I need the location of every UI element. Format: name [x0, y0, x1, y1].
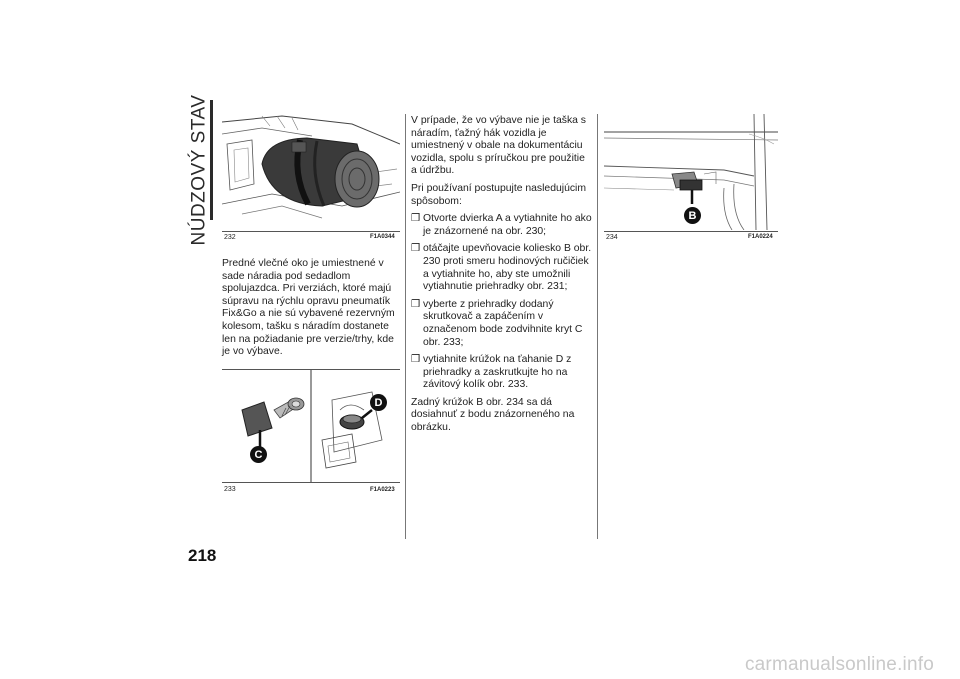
figure-233-number: 233 — [224, 486, 236, 493]
middle-text — [411, 115, 593, 440]
callout-b-badge — [684, 207, 701, 224]
column-divider-1 — [405, 114, 406, 539]
page-number: 218 — [188, 546, 217, 565]
checkbox-icon: ❒ — [411, 213, 421, 225]
section-title-bar — [210, 100, 213, 220]
figure-233-illustration — [222, 370, 400, 482]
figure-232-number: 232 — [224, 234, 236, 241]
left-paragraph: Predné vlečné oko je umiestnené v sade náradia pod sedadlom spolujazdca. Pri verziách, ktoré majú súpravu na rýchlu opravu pneumatík Fix&Go a nie sú vybavené rezervným kolesom, tašku s náradím dostanete len na požiadanie pre verzie/trhy, kde je vo výbave. — [222, 258, 395, 358]
step-item — [411, 213, 593, 238]
step-item — [411, 243, 593, 293]
step-text: vyberte z priehradky dodaný skrutkovač a zapáčením v označenom bode zodvihnite kryt C obr. 233; — [423, 298, 583, 348]
watermark: carmanualsonline.info — [744, 654, 934, 675]
checkbox-icon: ❒ — [411, 243, 421, 255]
checkbox-icon: ❒ — [411, 354, 421, 366]
figure-233-code: F1A0223 — [370, 487, 395, 493]
figure-234-rule — [604, 231, 778, 232]
figure-234-number: 234 — [606, 234, 618, 241]
figure-233-rule — [222, 482, 400, 483]
callout-b-label: B — [688, 209, 697, 222]
callout-d-badge — [370, 394, 387, 411]
step-text: vytiahnite krúžok na ťahanie D z priehradky a zaskrutkujte ho na závitový kolík obr. 233. — [423, 354, 572, 391]
step-item — [411, 354, 593, 392]
outro-paragraph: Zadný krúžok B obr. 234 sa dá dosiahnuť z bodu znázorneného na obrázku. — [411, 396, 575, 434]
callout-c-label: C — [254, 448, 263, 461]
step-text: otáčajte upevňovacie koliesko B obr. 230 proti smeru hodinových ručičiek a vytiahnite ho, aby ste umožnili vytiahnutie priehradky obr. 231; — [423, 243, 592, 293]
callout-c-badge — [250, 446, 267, 463]
figure-232-code: F1A0344 — [370, 234, 395, 240]
figure-234-code: F1A0224 — [748, 234, 773, 240]
callout-d-label: D — [374, 396, 383, 409]
checkbox-icon: ❒ — [411, 298, 421, 310]
figure-232-illustration — [222, 114, 400, 230]
intro-paragraph: V prípade, že vo výbave nie je taška s náradím, ťažný hák vozidla je umiestnený v obale na dokumentáciu vozidla, spolu s príručkou pre použitie a údržbu. — [411, 115, 587, 177]
section-title: NÚDZOVÝ STAV — [188, 94, 210, 246]
left-text — [222, 258, 402, 364]
column-divider-2 — [597, 114, 598, 539]
step-item — [411, 299, 593, 349]
procedure-paragraph: Pri používaní postupujte nasledujúcim spôsobom: — [411, 182, 587, 207]
step-text: Otvorte dvierka A a vytiahnite ho ako je znázornené na obr. 230; — [423, 213, 592, 237]
figure-232-rule — [222, 231, 400, 232]
